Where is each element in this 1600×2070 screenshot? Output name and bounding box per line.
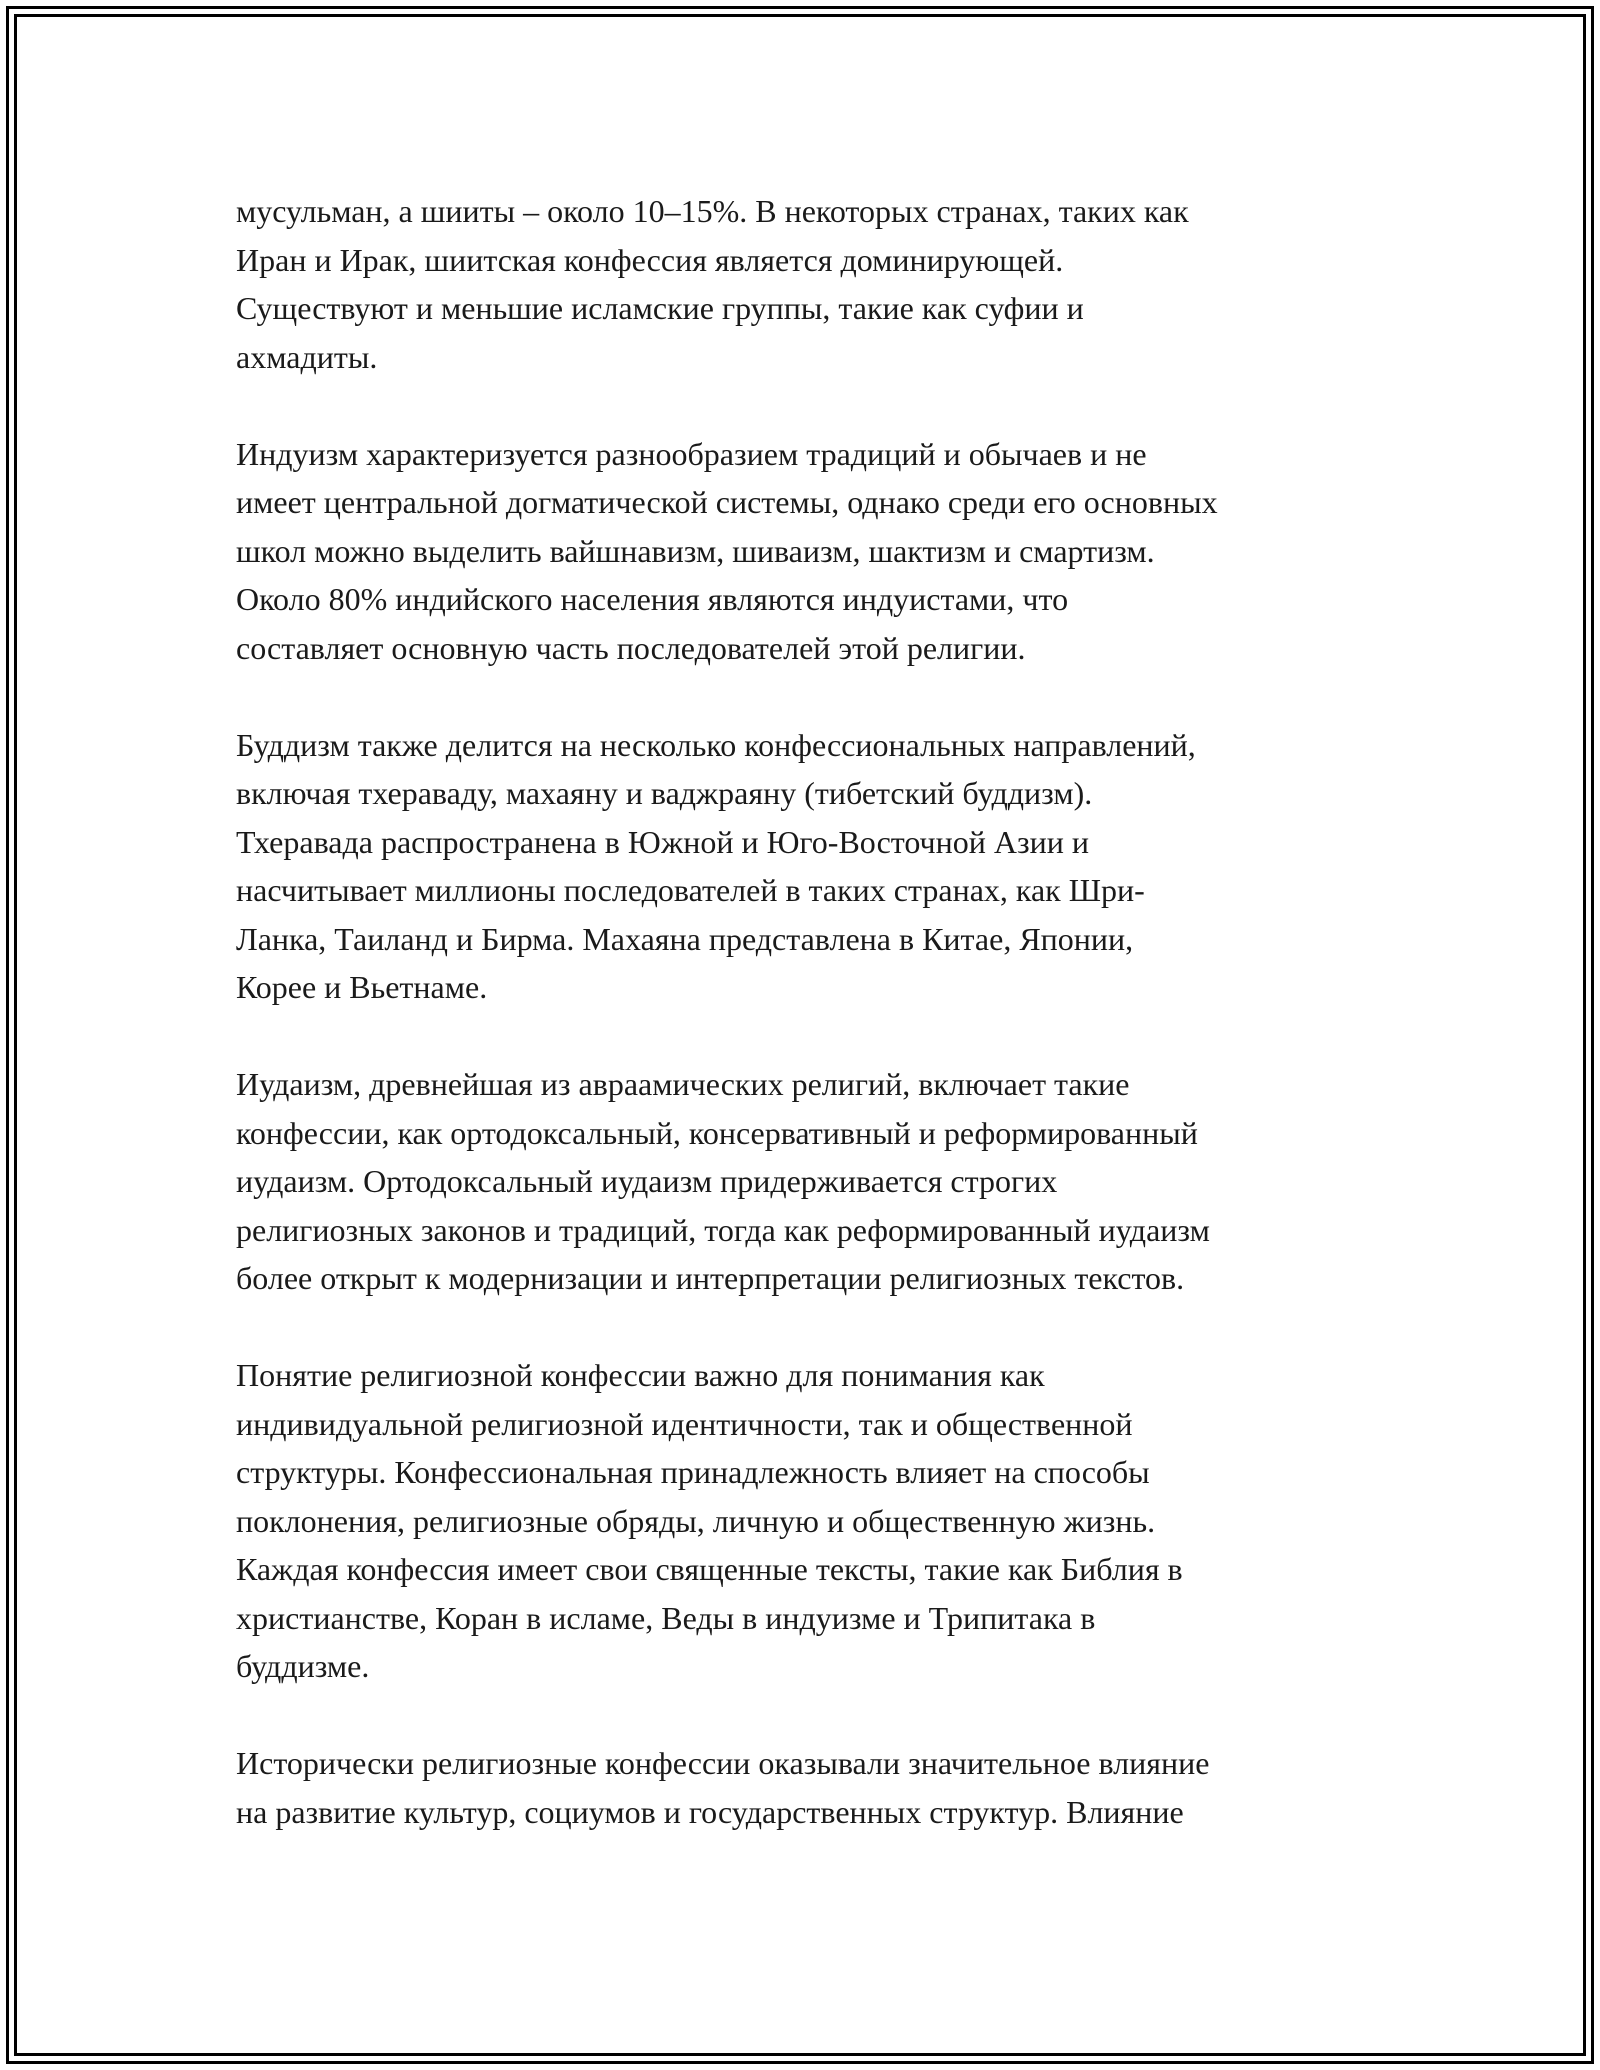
text-line: Корее и Вьетнаме.: [236, 969, 488, 1005]
text-line: индивидуальной религиозной идентичности, так и общественной: [236, 1405, 1133, 1442]
paragraph: [236, 1060, 1376, 1303]
text-line: Индуизм характеризуется разнообразием традиций и обычаев и не: [236, 435, 1147, 472]
text-line: Иран и Ирак, шиитская конфессия является доминирующей.: [236, 241, 1064, 278]
text-line: религиозных законов и традиций, тогда как реформированный иудаизм: [236, 1211, 1210, 1248]
text-line: иудаизм. Ортодоксальный иудаизм придерживается строгих: [236, 1163, 1058, 1199]
document-body: [236, 187, 1376, 1885]
text-line: поклонения, религиозные обряды, личную и общественную жизнь.: [236, 1502, 1156, 1539]
paragraph: [236, 721, 1376, 1012]
paragraph: [236, 187, 1376, 381]
text-line: буддизме.: [236, 1648, 370, 1684]
text-line: структуры. Конфессиональная принадлежность влияет на способы: [236, 1454, 1150, 1490]
text-line: ахмадиты.: [236, 338, 378, 375]
text-line: на развитие культур, социумов и государственных структур. Влияние: [236, 1793, 1184, 1830]
text-line: включая тхераваду, махаяну и ваджраяну (тибетский буддизм).: [236, 775, 1093, 811]
paragraph: [236, 430, 1376, 673]
text-line: имеет центральной догматической системы, однако среди его основных: [236, 484, 1218, 520]
paragraph: [236, 1739, 1376, 1836]
text-line: христианстве, Коран в исламе, Веды в индуизме и Трипитака в: [236, 1599, 1096, 1636]
text-line: более открыт к модернизации и интерпретации религиозных текстов.: [236, 1260, 1185, 1296]
paragraph: [236, 1351, 1376, 1691]
text-line: конфессии, как ортодоксальный, консервативный и реформированный: [236, 1114, 1198, 1151]
text-line: Буддизм также делится на несколько конфессиональных направлений,: [236, 726, 1196, 763]
text-line: Около 80% индийского населения являются индуистами, что: [236, 581, 1069, 617]
text-line: Тхеравада распространена в Южной и Юго-Восточной Азии и: [236, 823, 1089, 860]
text-line: Существуют и меньшие исламские группы, такие как суфии и: [236, 290, 1084, 326]
text-line: насчитывает миллионы последователей в таких странах, как Шри-: [236, 872, 1145, 908]
text-line: Понятие религиозной конфессии важно для понимания как: [236, 1357, 1045, 1393]
text-line: составляет основную часть последователей этой религии.: [236, 629, 1026, 666]
text-line: школ можно выделить вайшнавизм, шиваизм, шактизм и смартизм.: [236, 532, 1155, 569]
text-line: Каждая конфессия имеет свои священные тексты, такие как Библия в: [236, 1551, 1183, 1587]
text-line: Исторически религиозные конфессии оказывали значительное влияние: [236, 1745, 1210, 1781]
text-line: Ланка, Таиланд и Бирма. Махаяна представлена в Китае, Японии,: [236, 920, 1134, 957]
text-line: мусульман, а шииты – около 10–15%. В некоторых странах, таких как: [236, 193, 1189, 229]
text-line: Иудаизм, древнейшая из авраамических религий, включает такие: [236, 1066, 1130, 1102]
